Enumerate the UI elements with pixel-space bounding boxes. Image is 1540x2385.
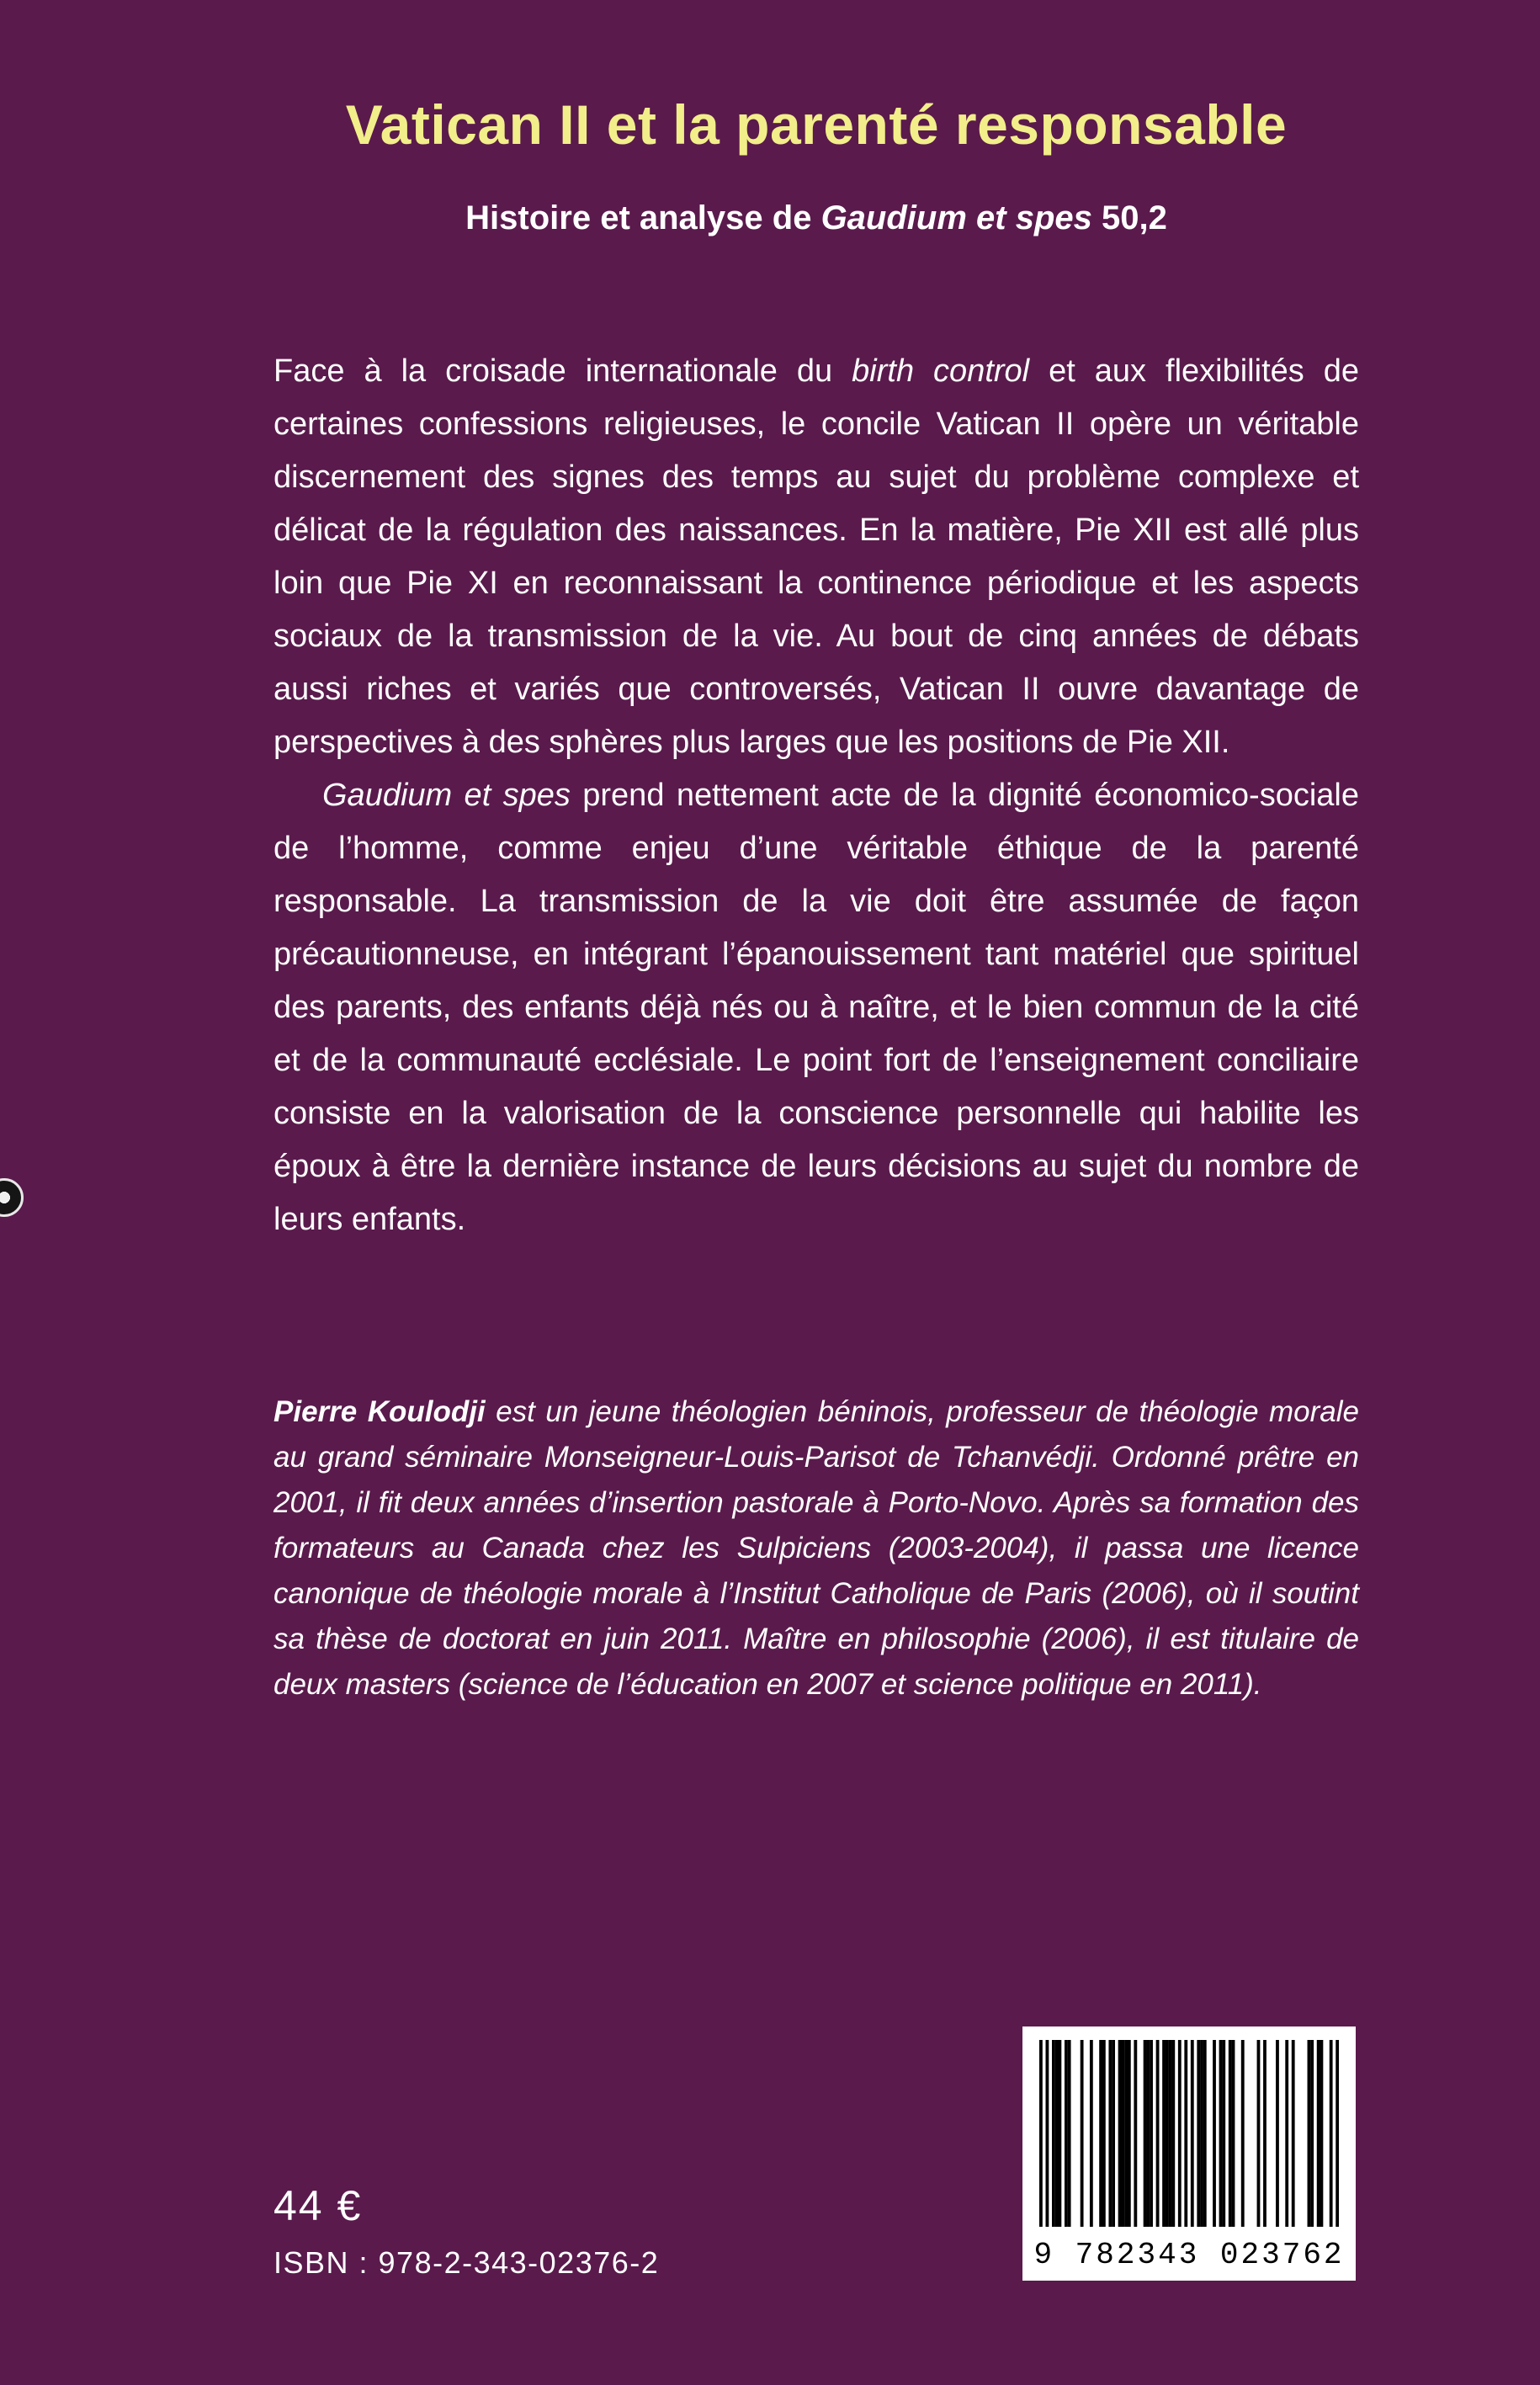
text-segment: Pierre Koulodji	[273, 1394, 486, 1428]
cover-content	[273, 0, 1359, 1708]
text-segment: Gaudium et spes	[322, 777, 571, 813]
blurb-paragraph-1	[273, 345, 1359, 769]
price-label: 44 €	[273, 2182, 363, 2229]
text-segment: et aux flexibilités de certaines confessions religieuses, le concile Vatican II opère un véritable discernement des signes des temps au sujet du problème complexe et délicat de la régulation des naissances. En la matière, Pie XII est allé plus loin que Pie XI en reconnaissant la continence périodique et les aspects sociaux de la transmission de la vie. Au bout de cinq années de débats aussi riches et variés que controversés, Vatican II ouvre davantage de perspectives à des sphères plus larges que les positions de Pie XII.	[273, 353, 1360, 760]
text-segment: Histoire et analyse de	[465, 199, 821, 236]
barcode-bars	[1039, 2040, 1339, 2227]
text-segment: Gaudium et spes	[820, 199, 1092, 236]
book-subtitle	[273, 199, 1359, 237]
text-segment: birth control	[852, 353, 1030, 389]
text-segment: prend nettement acte de la dignité économico-sociale de l’homme, comme enjeu d’une véritable éthique de la parenté responsable. La transmission de la vie doit être assumée de façon précautionneuse, en intégrant l’épanouissement tant matériel que spirituel des parents, des enfants déjà nés ou à naître, et le bien commun de la cité et de la communauté ecclésiale. Le point fort de l’enseignement conciliaire consiste en la valorisation de la conscience personnelle qui habilite les époux à être la dernière instance de leurs décisions au sujet du nombre de leurs enfants.	[273, 777, 1359, 1237]
barcode	[1022, 2026, 1356, 2281]
text-segment: 50,2	[1091, 199, 1167, 236]
blurb-paragraph-2	[273, 769, 1359, 1246]
barcode-digits: 9 782343 023762	[1033, 2238, 1345, 2272]
author-bio	[273, 1389, 1359, 1708]
isbn-label: ISBN : 978-2-343-02376-2	[273, 2245, 660, 2280]
registration-mark-icon	[0, 1178, 24, 1217]
back-cover-blurb	[273, 345, 1359, 1246]
book-title: Vatican II et la parenté responsable	[345, 93, 1288, 156]
text-segment: Face à la croisade internationale du	[273, 353, 852, 389]
text-segment: est un jeune théologien béninois, professeur de théologie morale au grand séminaire Monseigneur-Louis-Parisot de Tchanvédji. Ordonné prêtre en 2001, il fit deux années d’insertion pastorale à Porto-Novo. Après sa formation des formateurs au Canada chez les Sulpiciens (2003-2004), il passa une licence canonique de théologie morale à l’Institut Catholique de Paris (2006), où il soutint sa thèse de doctorat en juin 2011. Maître en philosophie (2006), il est titulaire de deux masters (science de l’éducation en 2007 et science politique en 2011).	[273, 1394, 1359, 1701]
